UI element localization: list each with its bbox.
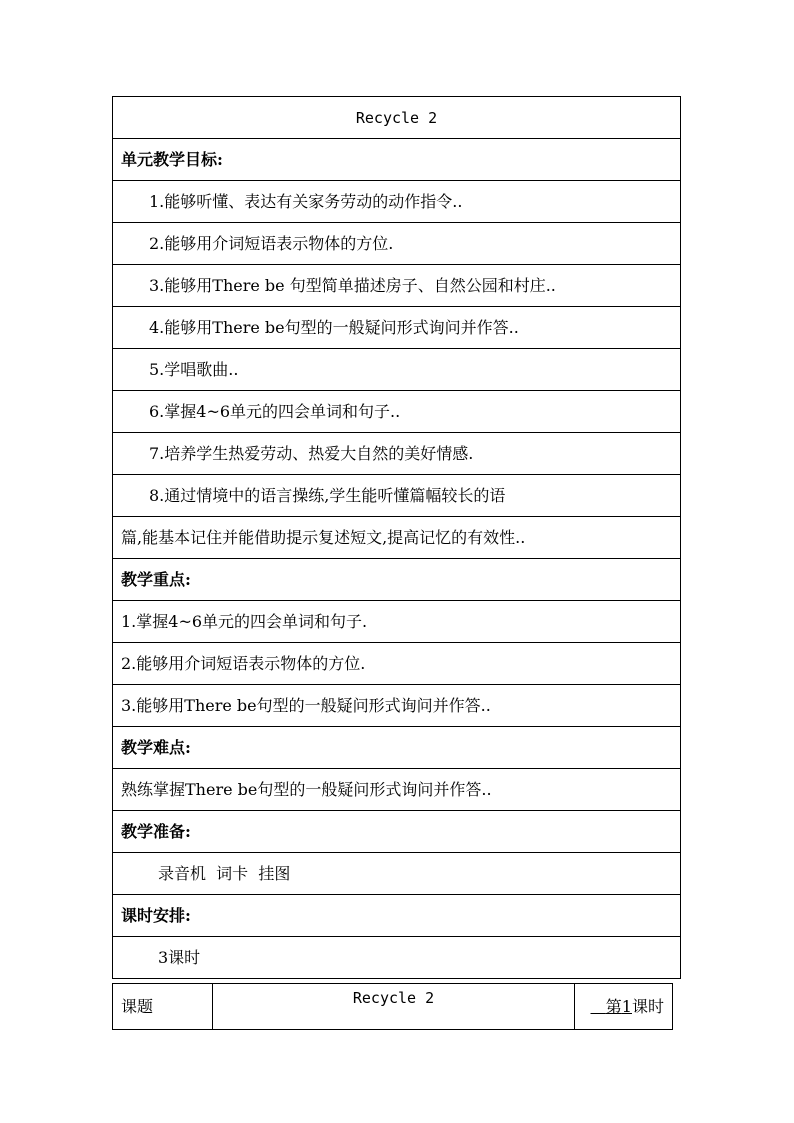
preparation-row [113, 853, 681, 895]
lesson-info-row [113, 984, 673, 1030]
goal-row [113, 265, 681, 307]
lesson-period [575, 984, 673, 1030]
difficulties-heading: 教学难点: [113, 727, 681, 769]
period-suffix: 课时 [631, 996, 664, 1016]
difficulty-row [113, 769, 681, 811]
period-number: 1 [621, 996, 632, 1016]
key-point-item-3: 3.能够用There be句型的一般疑问形式询问并作答.. [113, 685, 681, 727]
key-point-item-2: 2.能够用介词短语表示物体的方位. [113, 643, 681, 685]
goal-row [113, 517, 681, 559]
lesson-label: 课题 [113, 984, 213, 1030]
goal-row [113, 307, 681, 349]
schedule-heading-row [113, 895, 681, 937]
period-underline [591, 997, 632, 1016]
goal-row [113, 349, 681, 391]
preparation-heading-row [113, 811, 681, 853]
period-prefix: 第 [605, 996, 622, 1016]
key-point-item-1: 1.掌握4~6单元的四会单词和句子. [113, 601, 681, 643]
goal-row [113, 181, 681, 223]
goal-item-5: 5.学唱歌曲.. [113, 349, 681, 391]
key-point-row [113, 685, 681, 727]
title-row [113, 97, 681, 139]
unit-title: Recycle 2 [113, 97, 681, 139]
lesson-title: Recycle 2 [213, 984, 575, 1030]
goal-item-3: 3.能够用There be 句型简单描述房子、自然公园和村庄.. [113, 265, 681, 307]
difficulties-heading-row [113, 727, 681, 769]
goal-item-7: 7.培养学生热爱劳动、热爱大自然的美好情感. [113, 433, 681, 475]
schedule-content: 3课时 [113, 937, 681, 979]
goal-row [113, 391, 681, 433]
goal-item-4: 4.能够用There be句型的一般疑问形式询问并作答.. [113, 307, 681, 349]
schedule-row [113, 937, 681, 979]
goal-item-1: 1.能够听懂、表达有关家务劳动的动作指令.. [113, 181, 681, 223]
preparation-content: 录音机 词卡 挂图 [113, 853, 681, 895]
key-point-row [113, 643, 681, 685]
lesson-plan-table [112, 96, 681, 979]
key-points-heading-row [113, 559, 681, 601]
difficulty-item-1: 熟练掌握There be句型的一般疑问形式询问并作答.. [113, 769, 681, 811]
goal-item-8-continuation: 篇,能基本记住并能借助提示复述短文,提高记忆的有效性.. [113, 517, 681, 559]
goal-item-8: 8.通过情境中的语言操练,学生能听懂篇幅较长的语 [113, 475, 681, 517]
lesson-info-table [112, 983, 673, 1030]
goal-row [113, 475, 681, 517]
goal-row [113, 433, 681, 475]
preparation-heading: 教学准备: [113, 811, 681, 853]
goal-item-2: 2.能够用介词短语表示物体的方位. [113, 223, 681, 265]
goal-row [113, 223, 681, 265]
schedule-heading: 课时安排: [113, 895, 681, 937]
key-point-row [113, 601, 681, 643]
goals-heading-row [113, 139, 681, 181]
goals-heading: 单元教学目标: [113, 139, 681, 181]
goal-item-6: 6.掌握4~6单元的四会单词和句子.. [113, 391, 681, 433]
key-points-heading: 教学重点: [113, 559, 681, 601]
